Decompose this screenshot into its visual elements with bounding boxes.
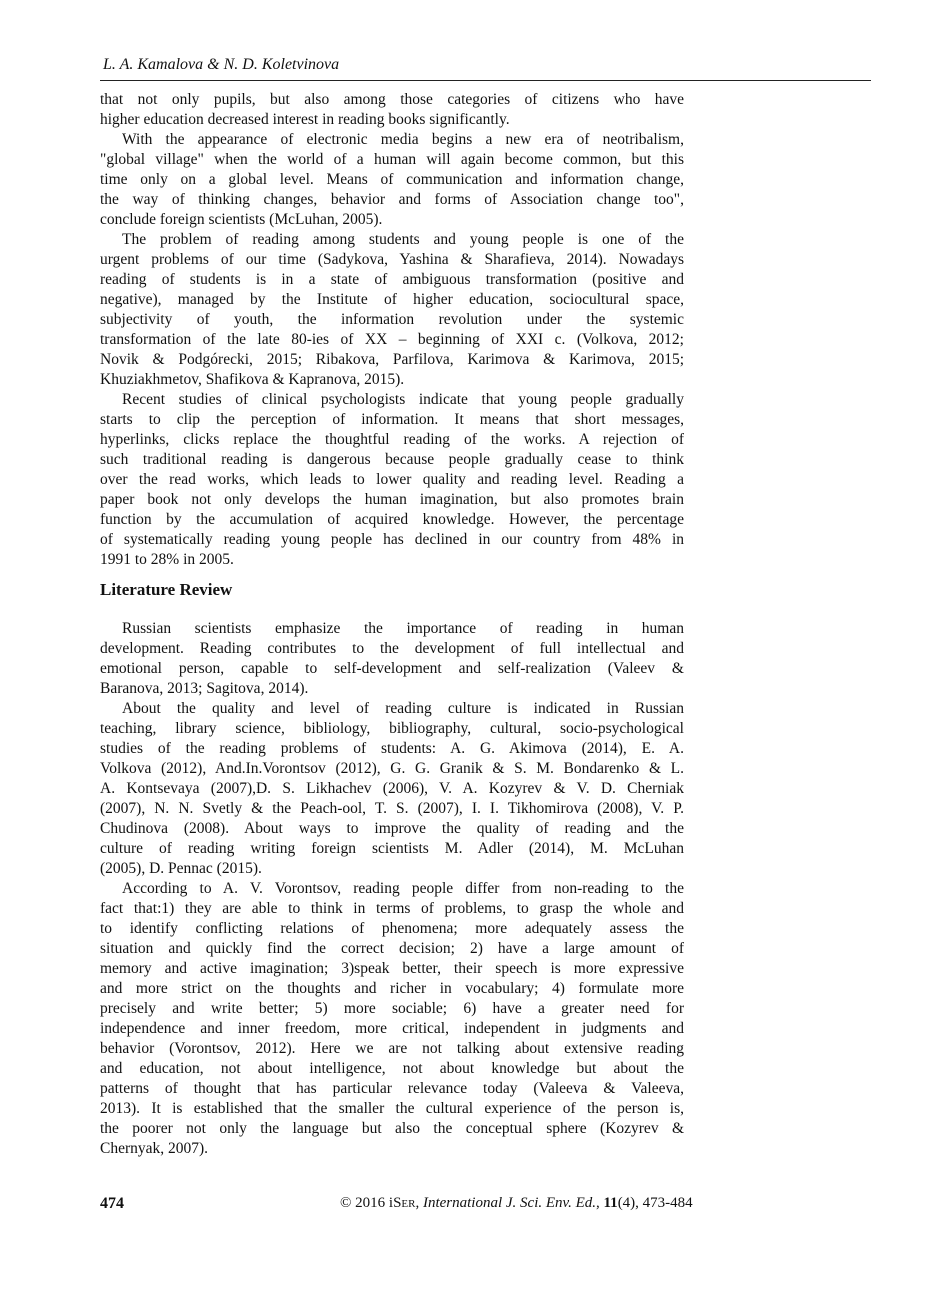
text-line: patterns of thought that has particular relevance today (Valeeva & Valeeva, <box>100 1080 684 1097</box>
text-line: urgent problems of our time (Sadykova, Yashina & Sharafieva, 2014). Nowadays <box>100 251 684 268</box>
text-line: over the read works, which leads to lower quality and reading level. Reading a <box>100 471 684 488</box>
text-line: reading of students is in a state of ambiguous transformation (positive and <box>100 271 684 288</box>
text-line: conclude foreign scientists (McLuhan, 2005). <box>100 211 383 228</box>
text-line: studies of the reading problems of students: A. G. Akimova (2014), E. A. <box>100 740 684 757</box>
header-rule <box>100 80 871 81</box>
text-line: and education, not about intelligence, not about knowledge but about the <box>100 1060 684 1077</box>
text-line: teaching, library science, bibliology, bibliography, cultural, socio-psychological <box>100 720 684 737</box>
text-line: such traditional reading is dangerous because people gradually cease to think <box>100 451 684 468</box>
text-line: fact that:1) they are able to think in terms of problems, to grasp the whole and <box>100 900 684 917</box>
text-line: function by the accumulation of acquired knowledge. However, the percentage <box>100 511 684 528</box>
footer-issue-pages: (4), 473-484 <box>617 1195 693 1211</box>
text-line: the poorer not only the language but also the conceptual sphere (Kozyrev & <box>100 1120 684 1137</box>
text-line: subjectivity of youth, the information revolution under the systemic <box>100 311 684 328</box>
text-line: Chudinova (2008). About ways to improve the quality of reading and the <box>100 820 684 837</box>
text-line: Novik & Podgórecki, 2015; Ribakova, Parfilova, Karimova & Karimova, 2015; <box>100 351 684 368</box>
paragraph <box>100 699 684 879</box>
text-line: (2007), N. N. Svetly & the Peach-ool, T. S. (2007), I. I. Tikhomirova (2008), V. P. <box>100 800 684 817</box>
body-text-column <box>100 90 684 1159</box>
text-line: The problem of reading among students and young people is one of the <box>122 231 684 248</box>
text-line: behavior (Vorontsov, 2012). Here we are not talking about extensive reading <box>100 1040 684 1057</box>
text-line: situation and quickly find the correct decision; 2) have a large amount of <box>100 940 684 957</box>
text-line: precisely and write better; 5) more sociable; 6) have a greater need for <box>100 1000 684 1017</box>
text-line: higher education decreased interest in reading books significantly. <box>100 111 510 128</box>
page-number: 474 <box>100 1195 124 1212</box>
paragraph <box>100 619 684 699</box>
running-header-authors: L. A. Kamalova & N. D. Koletvinova <box>103 56 340 73</box>
footer-volume: 11 <box>603 1195 618 1211</box>
footer-copyright: © 2016 i <box>340 1195 394 1211</box>
text-line: of systematically reading young people has declined in our country from 48% in <box>100 531 684 548</box>
text-line: 1991 to 28% in 2005. <box>100 551 234 568</box>
paragraph <box>100 390 684 570</box>
text-line: Chernyak, 2007). <box>100 1140 209 1157</box>
text-line: the way of thinking changes, behavior and forms of Association change too", <box>100 191 684 208</box>
footer-citation <box>340 1195 693 1212</box>
footer-separator: , <box>596 1195 604 1211</box>
text-line: development. Reading contributes to the development of full intellectual and <box>100 640 684 657</box>
footer-publisher: Ser <box>393 1195 416 1211</box>
text-line: independence and inner freedom, more critical, independent in judgments and <box>100 1020 684 1037</box>
section-heading: Literature Review <box>100 580 233 599</box>
text-line: Baranova, 2013; Sagitova, 2014). <box>100 680 309 697</box>
text-line: emotional person, capable to self-development and self-realization (Valeev & <box>100 660 684 677</box>
text-line: Khuziakhmetov, Shafikova & Kapranova, 2015). <box>100 371 405 388</box>
text-line: culture of reading writing foreign scientists M. Adler (2014), M. McLuhan <box>100 840 684 857</box>
text-line: negative), managed by the Institute of higher education, sociocultural space, <box>100 291 684 308</box>
text-line: memory and active imagination; 3)speak better, their speech is more expressive <box>100 960 684 977</box>
footer-separator: , <box>415 1195 423 1211</box>
text-line: transformation of the late 80-ies of XX – beginning of XXI c. (Volkova, 2012; <box>100 331 684 348</box>
text-line: that not only pupils, but also among those categories of citizens who have <box>100 91 684 108</box>
paragraph <box>100 130 684 230</box>
text-line: paper book not only develops the human imagination, but also promotes brain <box>100 491 684 508</box>
paragraph <box>100 230 684 390</box>
paragraph <box>100 879 684 1159</box>
text-line: Volkova (2012), And.In.Vorontsov (2012), G. G. Granik & S. M. Bondarenko & L. <box>100 760 684 777</box>
text-line: Recent studies of clinical psychologists indicate that young people gradually <box>122 391 684 408</box>
footer-journal: International J. Sci. Env. Ed. <box>422 1195 596 1211</box>
paragraph <box>100 90 684 130</box>
text-line: hyperlinks, clicks replace the thoughtful reading of the works. A rejection of <box>100 431 684 448</box>
text-line: starts to clip the perception of information. It means that short messages, <box>100 411 684 428</box>
text-line: (2005), D. Pennac (2015). <box>100 860 262 877</box>
text-line: 2013). It is established that the smaller the cultural experience of the person is, <box>100 1100 684 1117</box>
text-line: With the appearance of electronic media begins a new era of neotribalism, <box>122 131 684 148</box>
text-line: "global village" when the world of a human will again become common, but this <box>100 151 684 168</box>
text-line: According to A. V. Vorontsov, reading people differ from non-reading to the <box>122 880 684 897</box>
text-line: A. Kontsevaya (2007),D. S. Likhachev (2006), V. A. Kozyrev & V. D. Cherniak <box>100 780 684 797</box>
text-line: About the quality and level of reading culture is indicated in Russian <box>122 700 684 717</box>
text-line: Russian scientists emphasize the importance of reading in human <box>122 620 684 637</box>
text-line: and more strict on the thoughts and richer in vocabulary; 4) formulate more <box>100 980 684 997</box>
text-line: time only on a global level. Means of communication and information change, <box>100 171 684 188</box>
text-line: to identify conflicting relations of phenomena; more adequately assess the <box>100 920 684 937</box>
